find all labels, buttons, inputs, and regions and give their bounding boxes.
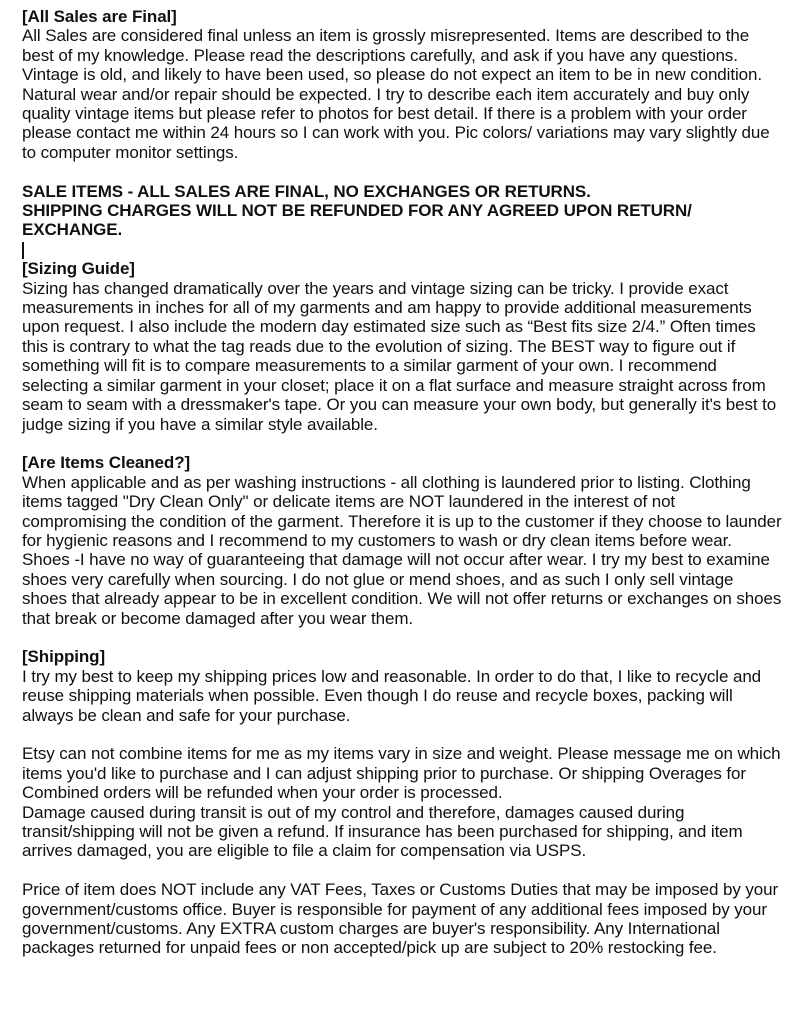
- text-cursor: [22, 242, 24, 259]
- shoes-text: Shoes -I have no way of guaranteeing that damage will not occur after wear. I try my best to examine shoes very carefully when sourcing. I do not glue or mend shoes, and as such I only sell vintage shoes that already appear to be in excellent condition. We will not offer returns or exchanges on shoes that break or become damaged after you wear them.: [22, 550, 782, 628]
- spacer: [22, 628, 782, 647]
- shipping-text: I try my best to keep my shipping prices low and reasonable. In order to do that, I like to recycle and reuse shipping materials when possible. Even though I do reuse and recycle boxes, packing will always be clean and safe for your purchase.: [22, 666, 762, 725]
- spacer: [22, 162, 782, 181]
- customs-fees-text: Price of item does NOT include any VAT Fees, Taxes or Customs Duties that may be imposed by your government/customs office. Buyer is responsible for payment of any additional fees imposed by your government/customs. Any EXTRA custom charges are buyer's responsibility. Any International packages returned for unpaid fees or non accepted/pick up are subject to 20% restocking fee.: [22, 880, 779, 958]
- all-sales-final-text: All Sales are considered final unless an item is grossly misrepresented. Items are described to the best of my knowledge. Please read the descriptions carefully, and ask if you have any questions. Vintage is old, and likely to have been used, so please do not expect an item to be in new condition. Natural wear and/or repair should be expected. I try to describe each item accurately and buy only quality vintage items but please refer to photos for best detail. If there is a problem with your order please contact me within 24 hours so I can work with you. Pic colors/ variations may vary slightly due to computer monitor settings.: [22, 26, 770, 162]
- spacer: [22, 861, 782, 880]
- section-sizing-guide: [22, 259, 782, 434]
- spacer: [22, 725, 782, 744]
- section-are-items-cleaned: [22, 453, 782, 628]
- text-cursor-line[interactable]: [22, 240, 782, 259]
- transit-damage-text: Damage caused during transit is out of my control and therefore, damages caused during transit/shipping will not be given a refund. If insurance has been purchased for shipping, and item arrives damaged, you are eligible to file a claim for compensation via USPS.: [22, 802, 743, 861]
- policy-document: [22, 7, 782, 958]
- section-heading-sizing-guide: [Sizing Guide]: [22, 259, 135, 279]
- cleaning-text: When applicable and as per washing instructions - all clothing is laundered prior to listing. Clothing items tagged "Dry Clean Only" or delicate items are NOT laundered in the interest of not compromising the condition of the garment. Therefore it is up to the customer if they choose to launder for hygienic reasons and I recommend to my customers to wash or dry clean items before wear.: [22, 472, 782, 550]
- section-shipping: [22, 647, 782, 957]
- section-heading-shipping: [Shipping]: [22, 647, 106, 667]
- sale-items-notice: SALE ITEMS - ALL SALES ARE FINAL, NO EXCHANGES OR RETURNS.: [22, 181, 591, 201]
- section-heading-are-items-cleaned: [Are Items Cleaned?]: [22, 453, 191, 473]
- shipping-refund-notice: SHIPPING CHARGES WILL NOT BE REFUNDED FOR ANY AGREED UPON RETURN/ EXCHANGE.: [22, 201, 692, 240]
- combined-shipping-text: Etsy can not combine items for me as my items vary in size and weight. Please message me on which items you'd like to purchase and I can adjust shipping prior to purchase. Or shipping Overages for Combined orders will be refunded when your order is processed.: [22, 744, 781, 803]
- sizing-guide-text: Sizing has changed dramatically over the years and vintage sizing can be tricky. I provide exact measurements in inches for all of my garments and am happy to provide additional measurements upon request. I also include the modern day estimated size such as “Best fits size 2/4.” Often times this is contrary to what the tag reads due to the evolution of sizing. The BEST way to figure out if something will fit is to compare measurements to a similar garment of your own. I recommend selecting a similar garment in your closet; place it on a flat surface and measure straight across from seam to seam with a dressmaker's tape. Or you can measure your own body, but generally it's best to judge sizing if you have a similar style available.: [22, 278, 777, 434]
- section-all-sales-final: [22, 7, 782, 259]
- section-heading-all-sales-final: [All Sales are Final]: [22, 7, 177, 26]
- spacer: [22, 434, 782, 453]
